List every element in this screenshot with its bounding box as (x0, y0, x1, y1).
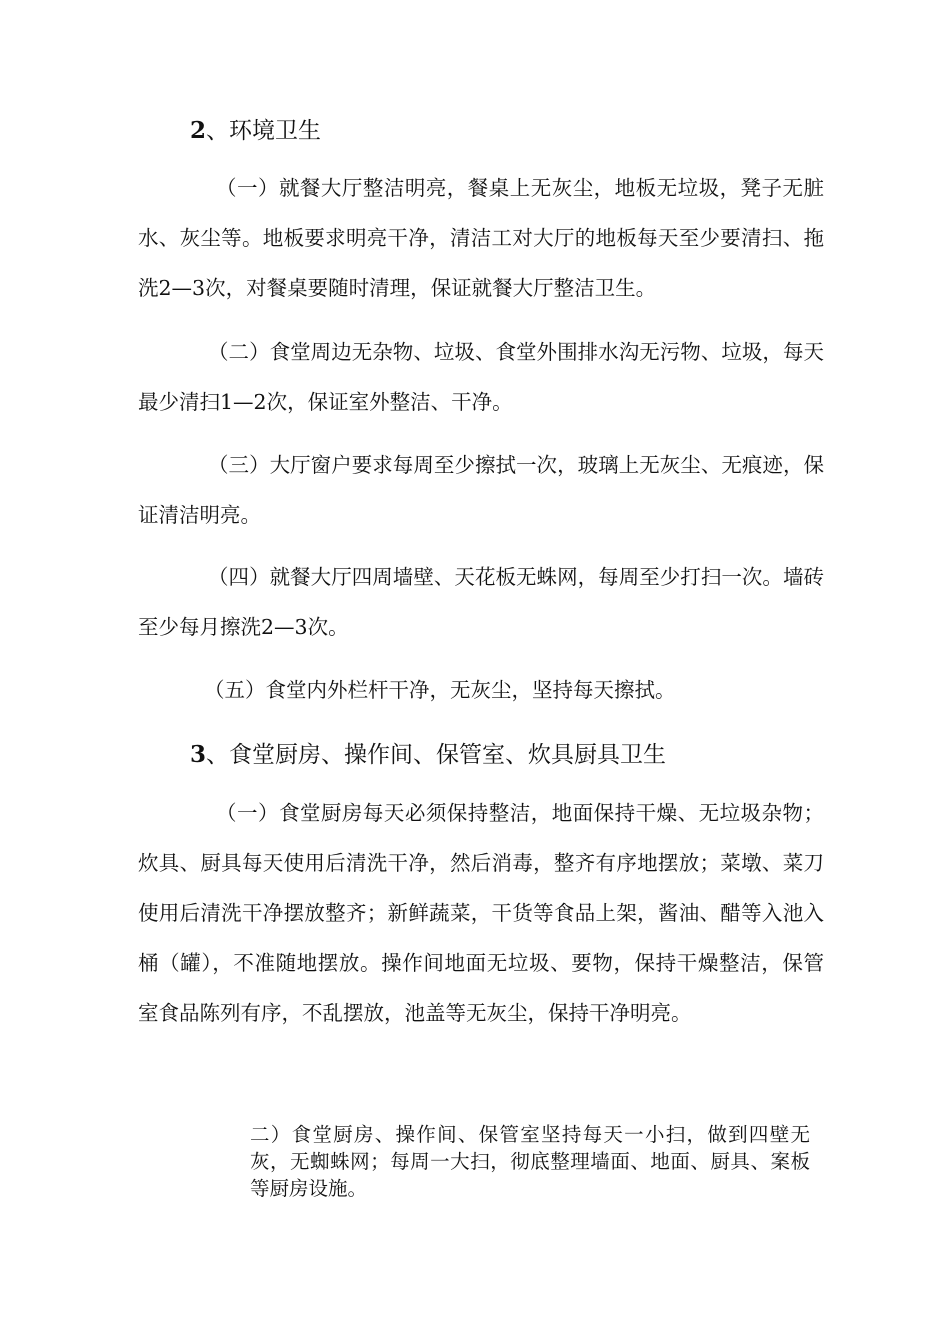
section-3-number: 3 (190, 741, 207, 768)
section-2-number: 2 (190, 117, 207, 144)
section-2-heading (190, 116, 321, 146)
section-3-item-2: 二）食堂厨房、操作间、保管室坚持每天一小扫，做到四壁无灰，无蜘蛛网；每周一大扫，彻底整理墙面、地面、厨具、案板等厨房设施。 (250, 1123, 810, 1200)
section-3-title: 、食堂厨房、操作间、保管室、炊具厨具卫生 (206, 742, 667, 768)
section-2-item-1: （一）就餐大厅整洁明亮，餐桌上无灰尘，地板无垃圾，凳子无脏水、灰尘等。地板要求明亮干净，清洁工对大厅的地板每天至少要清扫、拖洗2—3次，对餐桌要随时清理，保证就餐大厅整洁卫生。 (138, 176, 824, 300)
section-2-item-2: （二）食堂周边无杂物、垃圾、食堂外围排水沟无污物、垃圾，每天最少清扫1—2次，保证室外整洁、干净。 (138, 340, 824, 414)
section-3-item-1: （一）食堂厨房每天必须保持整洁，地面保持干燥、无垃圾杂物；炊具、厨具每天使用后清洗干净，然后消毒，整齐有序地摆放；菜墩、菜刀使用后清洗干净摆放整齐；新鲜蔬菜，干货等食品上架，酱油、醋等入池入桶（罐），不准随地摆放。操作间地面无垃圾、要物，保持干燥整洁，保管室食品陈列有序，不乱摆放，池盖等无灰尘，保持干净明亮。 (138, 801, 824, 1025)
section-3-heading (190, 740, 666, 770)
section-2-item-5: （五）食堂内外栏杆干净，无灰尘，坚持每天擦拭。 (204, 678, 676, 702)
section-2-item-3: （三）大厅窗户要求每周至少擦拭一次，玻璃上无灰尘、无痕迹，保证清洁明亮。 (138, 453, 824, 527)
section-2-title: 、环境卫生 (206, 118, 322, 144)
section-2-item-4: （四）就餐大厅四周墙壁、天花板无蛛网，每周至少打扫一次。墙砖至少每月擦洗2—3次。 (138, 565, 824, 639)
